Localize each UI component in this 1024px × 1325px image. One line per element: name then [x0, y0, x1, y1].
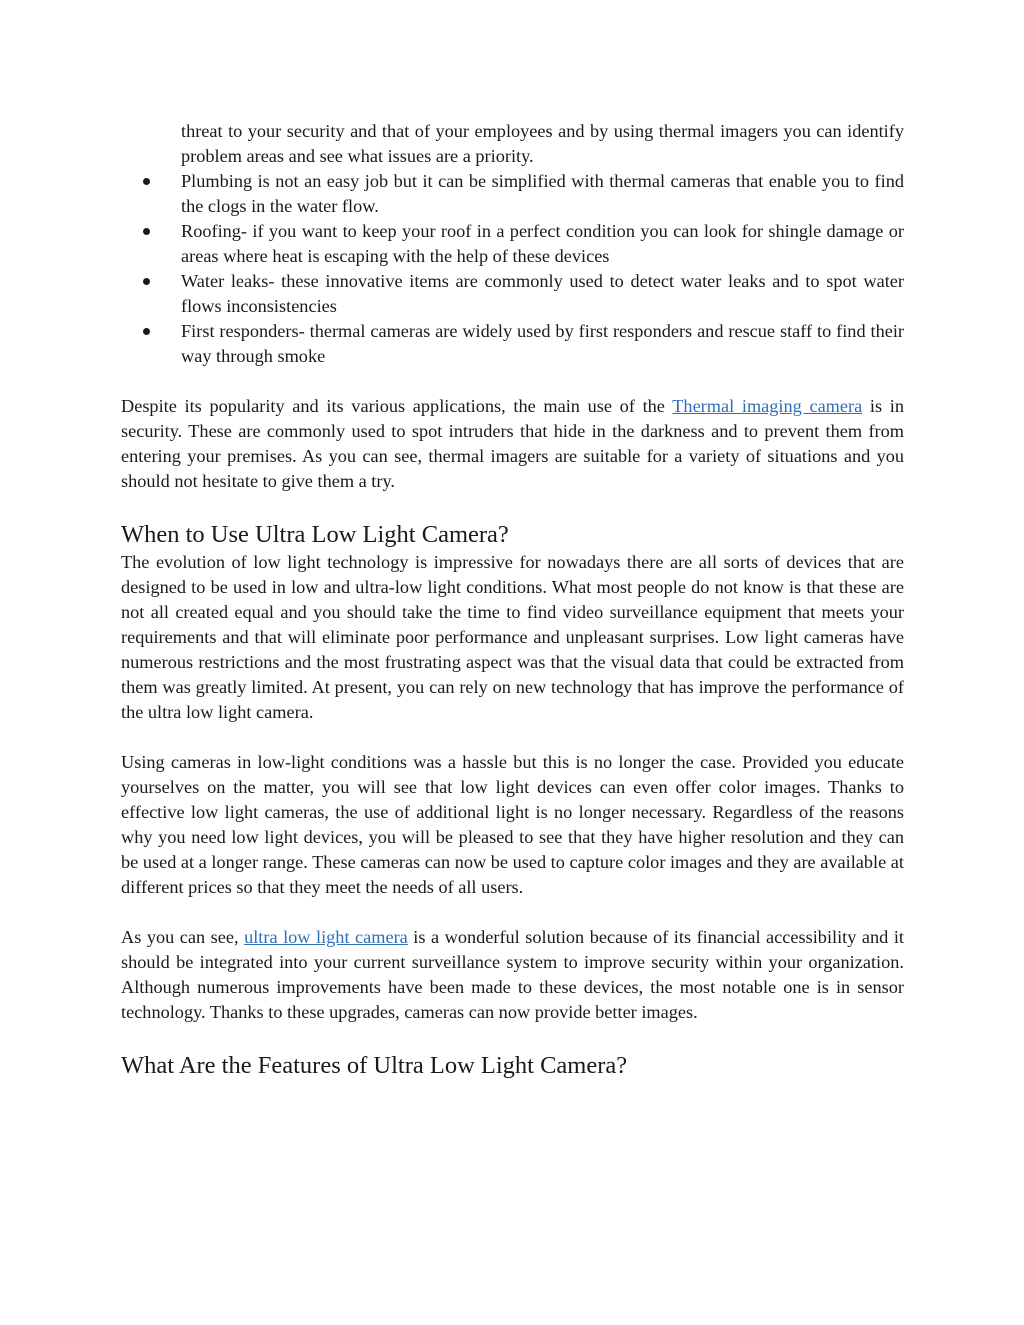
list-item — [181, 269, 904, 319]
feature-bullet-list — [121, 169, 904, 369]
bullet-icon — [143, 278, 150, 285]
intro-continuation: threat to your security and that of your employees and by using thermal imagers you can identify problem areas and see what issues are a priority. — [181, 121, 904, 166]
ultra-paragraph-end: is a wonderful solution because of its financial accessibility and it should be integrated into your current surveillance system to improve security within your organization. Although numerous improvements have been made to these devices, the most notable one is in sensor technology. Thanks to these upgrades, cameras can now provide better images. — [121, 927, 904, 1022]
bullet-icon — [143, 228, 150, 235]
ultra-paragraph-start: As you can see, — [121, 927, 245, 947]
thermal-paragraph — [121, 394, 904, 494]
thermal-paragraph-end: is in security. These are commonly used to spot intruders that hide in the darkness and to prevent them from entering your premises. As you can see, thermal imagers are suitable for a variety of situations and you should not hesitate to give them a try. — [121, 396, 905, 491]
bullet-text: Roofing- if you want to keep your roof in a perfect condition you can look for shingle damage or areas where heat is escaping with the help of these devices — [181, 221, 904, 266]
list-item — [181, 319, 904, 369]
evolution-paragraph: The evolution of low light technology is impressive for nowadays there are all sorts of devices that are designed to be used in low and ultra-low light conditions. What most people do not know is that these are not all created equal and you should take the time to find video surveillance equipment that meets your requirements and that will eliminate poor performance and unpleasant surprises. Low light cameras have numerous restrictions and the most frustrating aspect was that the visual data that could be extracted from them was greatly limited. At present, you can rely on new technology that has improve the performance of the ultra low light camera. — [121, 552, 904, 722]
heading-features: What Are the Features of Ultra Low Light Camera? — [121, 1052, 628, 1079]
bullet-text: First responders- thermal cameras are widely used by first responders and rescue staff to find their way through smoke — [181, 321, 904, 366]
thermal-paragraph-start: Despite its popularity and its various applications, the main use of the — [121, 396, 673, 416]
list-item — [181, 219, 904, 269]
ultra-low-light-paragraph — [121, 925, 904, 1025]
ultra-low-light-camera-link[interactable]: ultra low light camera — [244, 927, 408, 947]
bullet-icon — [143, 178, 150, 185]
thermal-imaging-camera-link[interactable]: Thermal imaging camera — [672, 396, 863, 416]
bullet-icon — [143, 328, 150, 335]
heading-when-to-use: When to Use Ultra Low Light Camera? — [121, 521, 509, 548]
bullet-text: Water leaks- these innovative items are commonly used to detect water leaks and to spot water flows inconsistencies — [181, 271, 904, 316]
bullet-text: Plumbing is not an easy job but it can be simplified with thermal cameras that enable you to find the clogs in the water flow. — [181, 171, 904, 216]
document-page — [121, 119, 904, 1081]
using-cameras-paragraph: Using cameras in low-light conditions was a hassle but this is no longer the case. Provided you educate yourselves on the matter, you will see that low light devices can even offer color images. Thanks to effective low light cameras, the use of additional light is no longer necessary. Regardless of the reasons why you need low light devices, you will be pleased to see that they have higher resolution and they can be used at a longer range. These cameras can now be used to capture color images and they are available at different prices so that they meet the needs of all users. — [121, 752, 904, 897]
list-item — [181, 169, 904, 219]
